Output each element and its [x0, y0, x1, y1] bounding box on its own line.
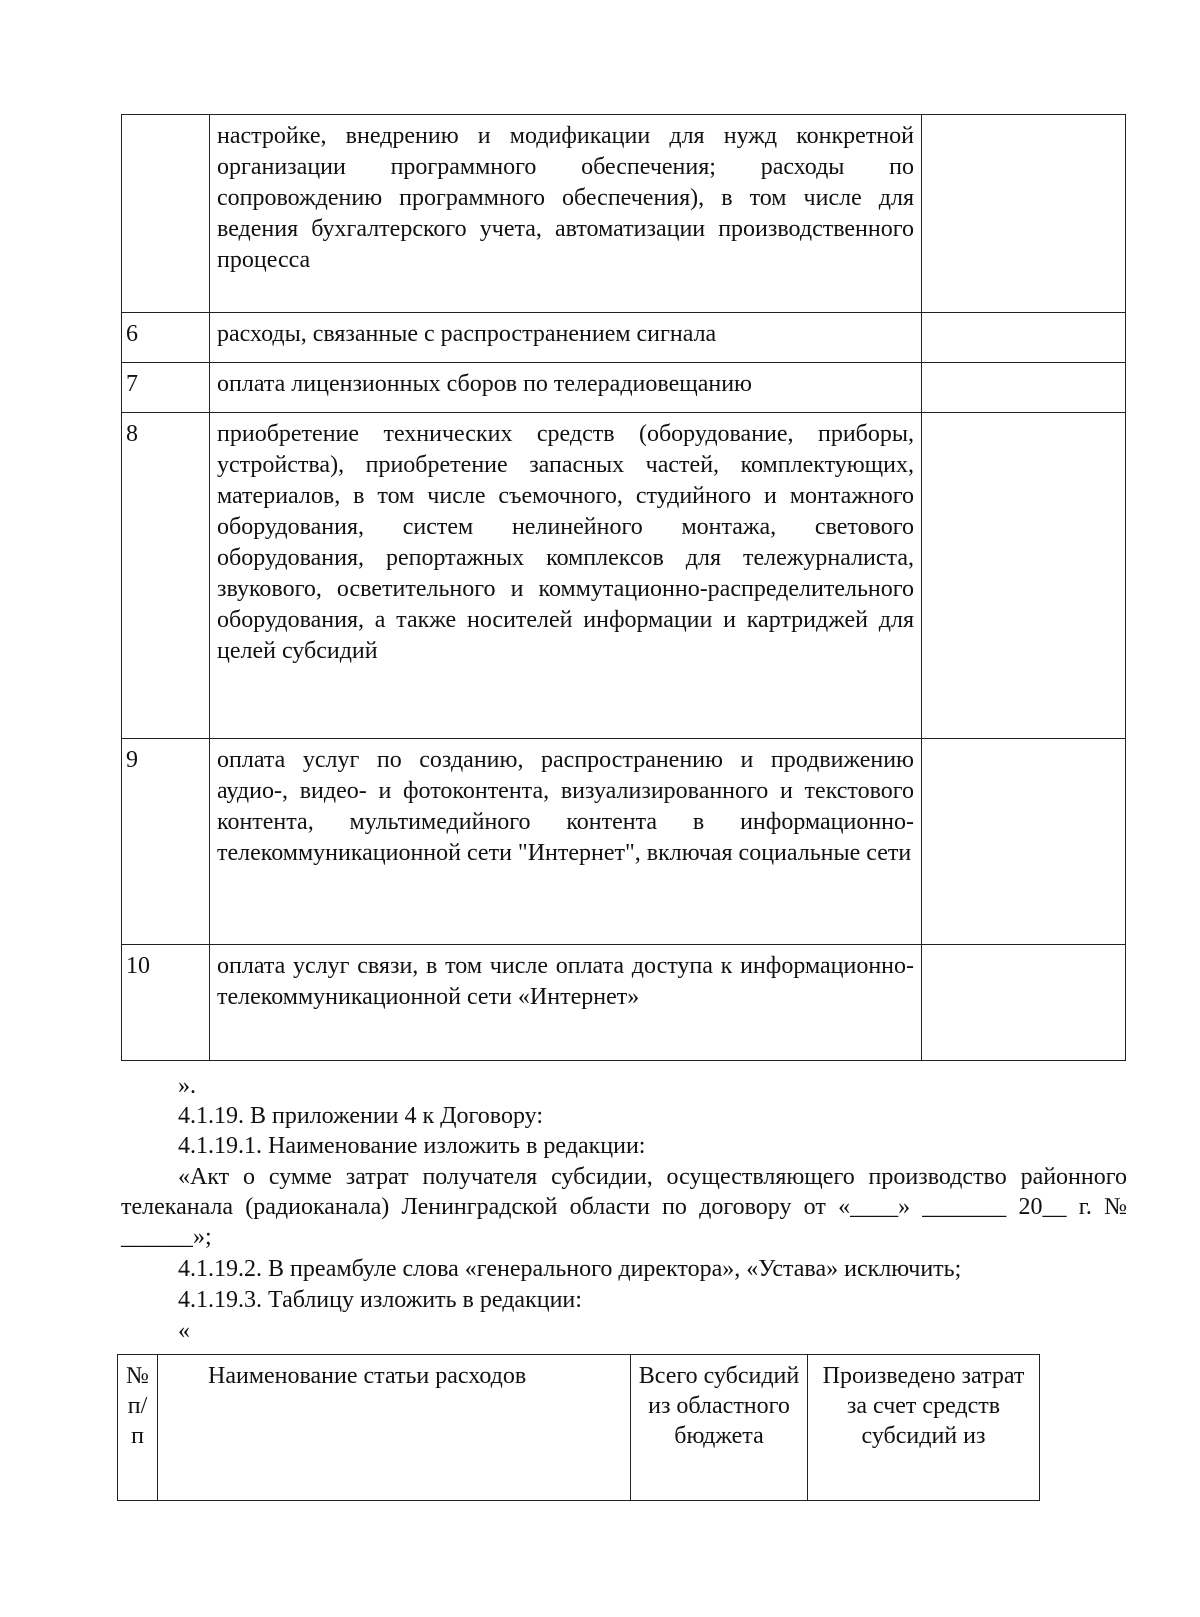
expense-item-text: оплата услуг связи, в том числе оплата доступа к информационно-телекоммуникационной сети «Интернет» — [210, 945, 922, 1061]
row-number — [122, 115, 210, 313]
expense-value-cell — [922, 945, 1126, 1061]
expense-item-text: приобретение технических средств (оборудование, приборы, устройства), приобретение запасных частей, комплектующих, материалов, в том числе съемочного, студийного и монтажного оборудования, систем нелинейного монтажа, светового оборудования, репортажных комплексов для тележурналиста, звукового, осветительного и коммутационно-распределительного оборудования, а также носителей информации и картриджей для целей субсидий — [210, 413, 922, 739]
closing-quote: ». — [178, 1073, 196, 1099]
table-row — [122, 413, 1126, 739]
clause-4-1-19-1: 4.1.19.1. Наименование изложить в редакции: — [178, 1133, 646, 1159]
expense-value-cell — [922, 739, 1126, 945]
expense-item-text: оплата услуг по созданию, распространению и продвижению аудио-, видео- и фотоконтента, визуализированного и текстового контента, мультимедийного контента в информационно-телекоммуникационной сети "Интернет", включая социальные сети — [210, 739, 922, 945]
column-header-expense-name: Наименование статьи расходов — [158, 1355, 631, 1501]
table-row — [122, 945, 1126, 1061]
table-row — [122, 115, 1126, 313]
row-number: 9 — [122, 739, 210, 945]
expense-item-text: настройке, внедрению и модификации для нужд конкретной организации программного обеспечения; расходы по сопровождению программного обеспечения), в том числе для ведения бухгалтерского учета, автоматизации производственного процесса — [210, 115, 922, 313]
expense-value-cell — [922, 413, 1126, 739]
expenses-table-continued — [121, 114, 1126, 1061]
column-header-total-subsidies: Всего субсидий из областного бюджета — [631, 1355, 808, 1501]
table-header-row — [118, 1355, 1040, 1501]
clause-4-1-19: 4.1.19. В приложении 4 к Договору: — [178, 1103, 544, 1129]
table-row — [122, 363, 1126, 413]
expense-value-cell — [922, 115, 1126, 313]
expense-item-text: оплата лицензионных сборов по телерадиовещанию — [210, 363, 922, 413]
table-row — [122, 313, 1126, 363]
expense-value-cell — [922, 313, 1126, 363]
act-title-paragraph: «Акт о сумме затрат получателя субсидии, осуществляющего производство районного телеканала (радиоканала) Ленинградской области по договору от «____» _______ 20__ г. № ______»; — [121, 1164, 1127, 1250]
row-number: 6 — [122, 313, 210, 363]
row-number: 8 — [122, 413, 210, 739]
expense-value-cell — [922, 363, 1126, 413]
row-number: 7 — [122, 363, 210, 413]
row-number: 10 — [122, 945, 210, 1061]
column-header-costs-incurred: Произведено затрат за счет средств субсидий из — [808, 1355, 1040, 1501]
clause-4-1-19-3: 4.1.19.3. Таблицу изложить в редакции: — [178, 1287, 582, 1313]
act-table-header — [117, 1354, 1040, 1501]
column-header-number: № п/п — [118, 1355, 158, 1501]
expense-item-text: расходы, связанные с распространением сигнала — [210, 313, 922, 363]
clause-4-1-19-2: 4.1.19.2. В преамбуле слова «генерального директора», «Устава» исключить; — [178, 1256, 962, 1282]
table-row — [122, 739, 1126, 945]
opening-quote: « — [178, 1318, 190, 1344]
